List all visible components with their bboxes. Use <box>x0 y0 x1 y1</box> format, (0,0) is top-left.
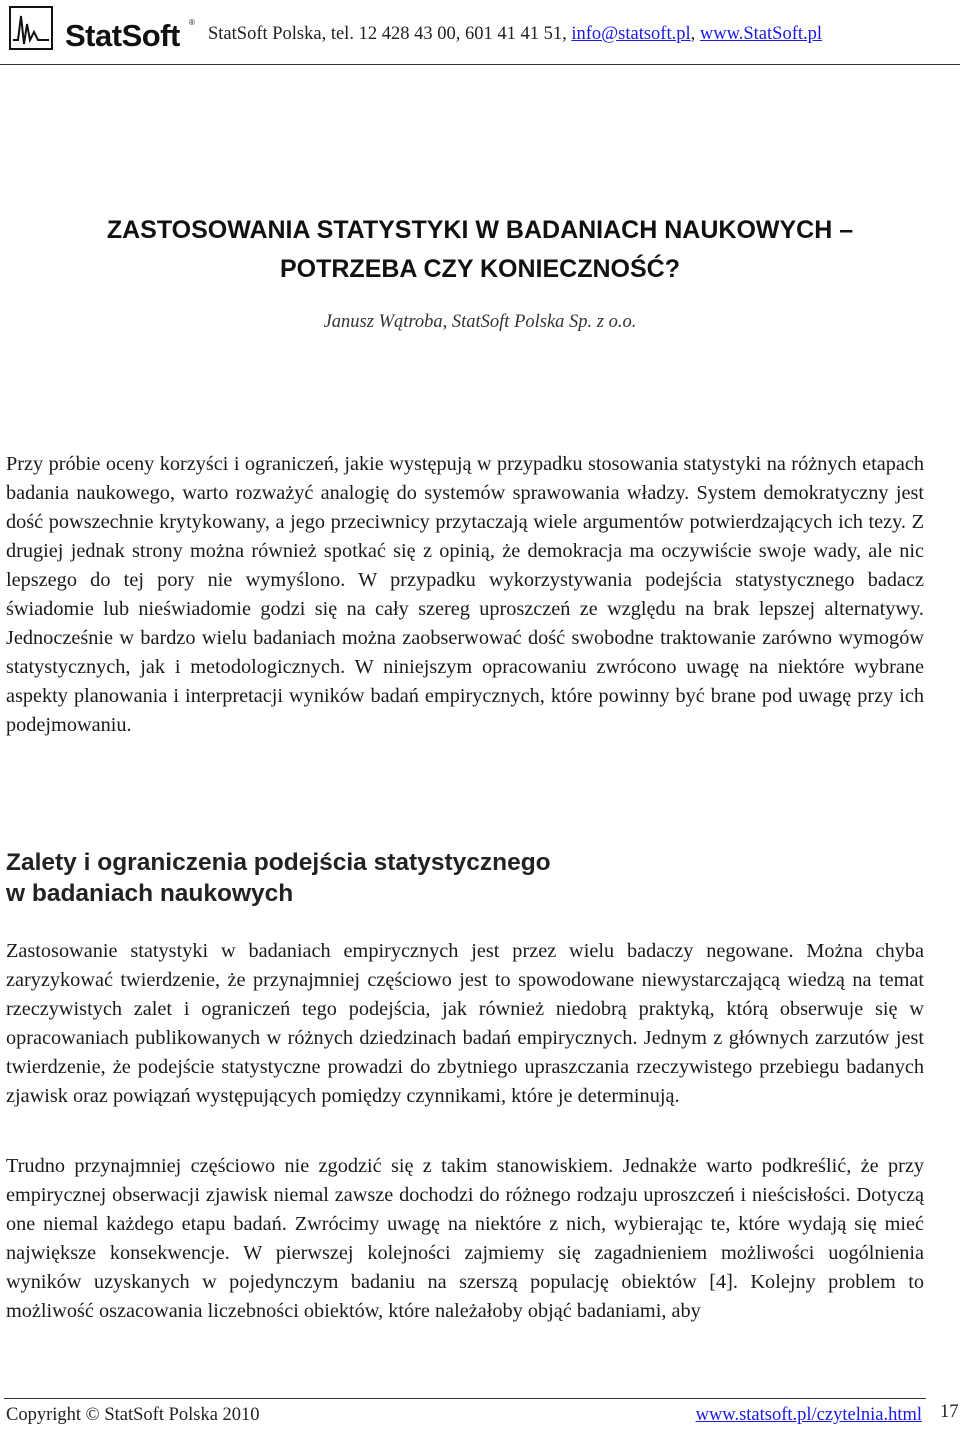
registered-mark: ® <box>189 18 195 27</box>
header-divider <box>0 64 960 65</box>
section-heading-line-1: Zalety i ograniczenia podejścia statystycznego <box>6 849 551 876</box>
document-author: Janusz Wątroba, StatSoft Polska Sp. z o.o. <box>323 312 637 332</box>
title-line-2: POTRZEBA CZY KONIECZNOŚĆ? <box>279 254 680 283</box>
title-line-1: ZASTOSOWANIA STATYSTYKI W BADANIACH NAUKOWYCH – <box>106 215 854 244</box>
header-contact-line <box>208 24 822 45</box>
section-paragraph-1: Zastosowanie statystyki w badaniach empirycznych jest przez wielu badaczy negowane. Można chyba zaryzykować twierdzenie, że przynajmniej częściowo jest to spowodowane niewystarczającą wiedzą na temat rzeczywistych zalet i ograniczeń tego podejścia, jak również niedobrą praktyką, którą obserwuje się w opracowaniach publikowanych w różnych dziedzinach badań empirycznych. Jednym z głównych zarzutów jest twierdzenie, że podejście statystyczne prowadzi do zbytniego upraszczania rzeczywistego przebiegu badanych zjawisk oraz powiązań występujących pomiędzy czynnikami, które je determinują. <box>6 940 924 1107</box>
email-link[interactable]: info@statsoft.pl <box>571 24 691 44</box>
footer-divider <box>4 1398 926 1399</box>
statsoft-logo <box>7 4 195 56</box>
page-number: 17 <box>940 1402 959 1422</box>
section-heading <box>6 847 924 909</box>
logo-wordmark: StatSoft <box>65 18 180 53</box>
document-title <box>0 211 960 289</box>
contact-text: StatSoft Polska, tel. 12 428 43 00, 601 41 41 51, <box>208 24 572 44</box>
section-heading-line-2: w badaniach naukowych <box>6 880 294 907</box>
page-header <box>0 0 960 64</box>
intro-paragraph: Przy próbie oceny korzyści i ograniczeń, jakie występują w przypadku stosowania statystyki na różnych etapach badania naukowego, warto rozważyć analogię do systemów sprawowania władzy. System demokratyczny jest dość powszechnie krytykowany, a jego przeciwnicy przytaczają wiele argumentów potwierdzających ich tezy. Z drugiej jednak strony można również spotkać się z opinią, że demokracja ma oczywiście swoje wady, ale nic lepszego do tej pory nie wymyślono. W przypadku wykorzystywania podejścia statystycznego badacz świadomie lub nieświadomie godzi się na cały szereg uproszczeń ze względu na brak lepszej alternatywy. Jednocześnie w bardzo wielu badaniach można zaobserwować dość swobodne traktowanie zarówno wymogów statystycznych, jak i metodologicznych. W niniejszym opracowaniu zwrócono uwagę na niektóre wybrane aspekty planowania i interpretacji wyników badań empirycznych, które powinny być brane pod uwagę przy ich podejmowaniu. <box>6 453 924 736</box>
chart-logo-icon <box>9 6 53 50</box>
footer-link[interactable]: www.statsoft.pl/czytelnia.html <box>695 1405 922 1425</box>
section-paragraph-2: Trudno przynajmniej częściowo nie zgodzić się z takim stanowiskiem. Jednakże warto podkreślić, że przy empirycznej obserwacji zjawisk niemal zawsze dochodzi do różnego rodzaju uproszczeń i nieścisłości. Dotyczą one niemal każdego etapu badań. Zwrócimy uwagę na niektóre z nich, wybierając te, które wydają się mieć największe konsekwencje. W pierwszej kolejności zajmiemy się zagadnieniem możliwości uogólnienia wyników uzyskanych w pojedynczym badaniu na szerszą populację obiektów [4]. Kolejny problem to możliwość oszacowania liczebności obiektów, które należałoby objąć badaniami, aby <box>6 1155 924 1322</box>
website-link[interactable]: www.StatSoft.pl <box>699 24 823 44</box>
contact-separator: , <box>690 24 700 44</box>
footer-copyright: Copyright © StatSoft Polska 2010 <box>6 1405 260 1425</box>
